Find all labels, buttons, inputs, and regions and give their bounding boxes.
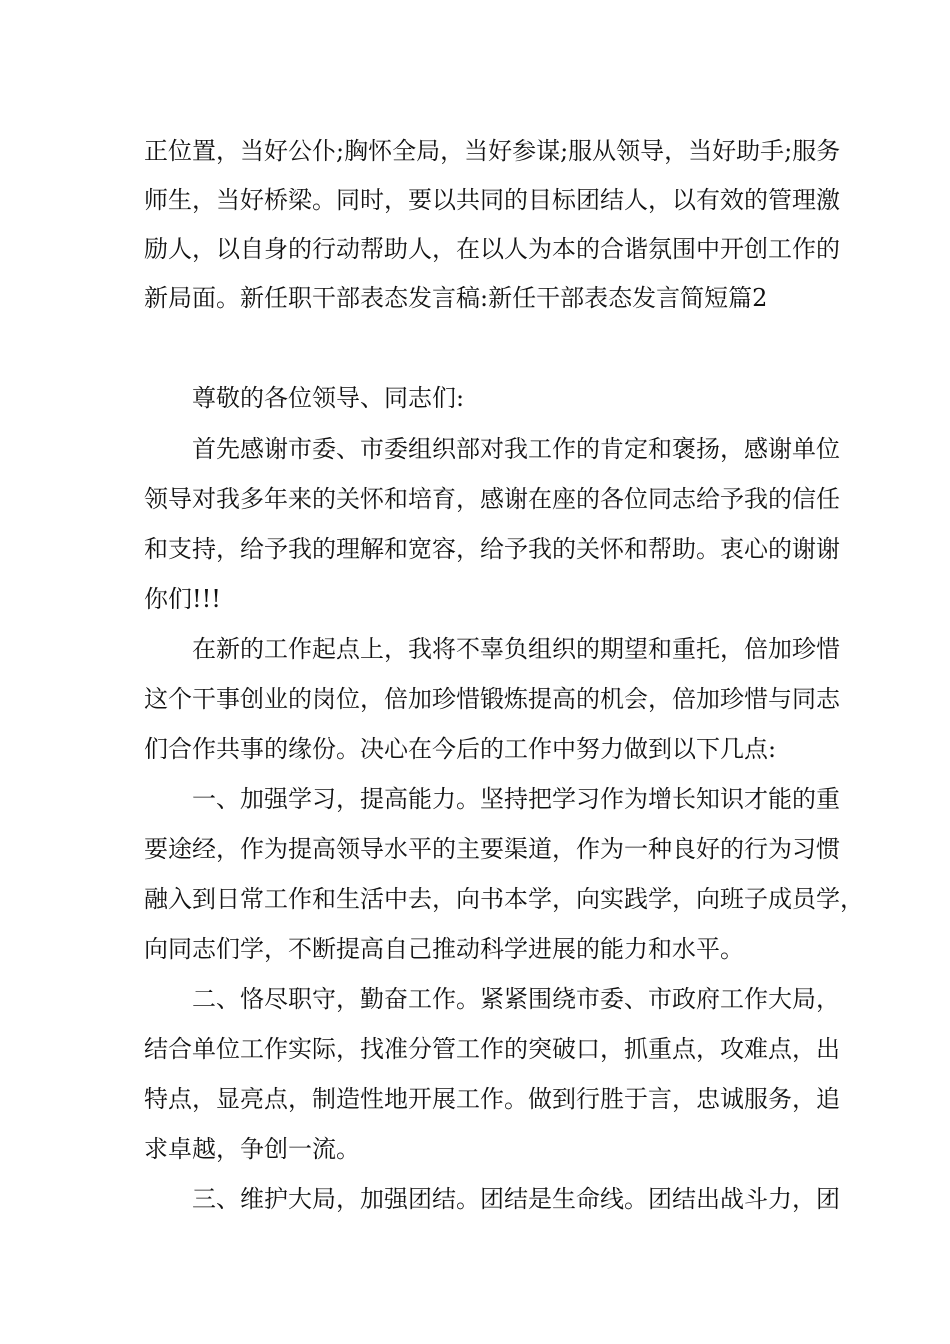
text-line: 励人，以自身的行动帮助人，在以人为本的合谐氛围中开创工作的 xyxy=(144,235,840,263)
paragraph-line: 和支持，给予我的理解和宽容，给予我的关怀和帮助。衷心的谢谢 xyxy=(144,535,840,563)
paragraph-line: 在新的工作起点上，我将不辜负组织的期望和重托，倍加珍惜 xyxy=(192,635,840,663)
paragraph-line: 们合作共事的缘份。决心在今后的工作中努力做到以下几点: xyxy=(144,735,777,763)
paragraph-line: 结合单位工作实际，找准分管工作的突破口，抓重点，攻难点，出 xyxy=(144,1035,840,1063)
text-line: 新局面。新任职干部表态发言稿:新任干部表态发言简短篇2 xyxy=(144,284,768,312)
paragraph-line: 向同志们学，不断提高自己推动科学进展的能力和水平。 xyxy=(144,935,744,963)
text-line: 师生，当好桥梁。同时，要以共同的目标团结人，以有效的管理激 xyxy=(144,186,840,214)
paragraph-line: 二、恪尽职守，勤奋工作。紧紧围绕市委、市政府工作大局， xyxy=(192,985,840,1013)
paragraph-line: 融入到日常工作和生活中去，向书本学，向实践学，向班子成员学， xyxy=(144,885,864,913)
paragraph-line: 这个干事创业的岗位，倍加珍惜锻炼提高的机会，倍加珍惜与同志 xyxy=(144,685,840,713)
paragraph-line: 首先感谢市委、市委组织部对我工作的肯定和褒扬，感谢单位 xyxy=(192,435,840,463)
paragraph-line: 特点，显亮点，制造性地开展工作。做到行胜于言，忠诚服务，追 xyxy=(144,1085,840,1113)
paragraph-line: 你们!!! xyxy=(144,585,221,613)
paragraph-line: 求卓越，争创一流。 xyxy=(144,1135,360,1163)
paragraph-line: 三、维护大局，加强团结。团结是生命线。团结出战斗力，团 xyxy=(192,1185,840,1213)
paragraph-line: 领导对我多年来的关怀和培育，感谢在座的各位同志给予我的信任 xyxy=(144,485,840,513)
text-line: 正位置，当好公仆;胸怀全局，当好参谋;服从领导，当好助手;服务 xyxy=(144,137,841,165)
paragraph-line: 要途经，作为提高领导水平的主要渠道，作为一种良好的行为习惯 xyxy=(144,835,840,863)
salutation: 尊敬的各位领导、同志们: xyxy=(192,384,465,412)
paragraph-line: 一、加强学习，提高能力。坚持把学习作为增长知识才能的重 xyxy=(192,785,840,813)
